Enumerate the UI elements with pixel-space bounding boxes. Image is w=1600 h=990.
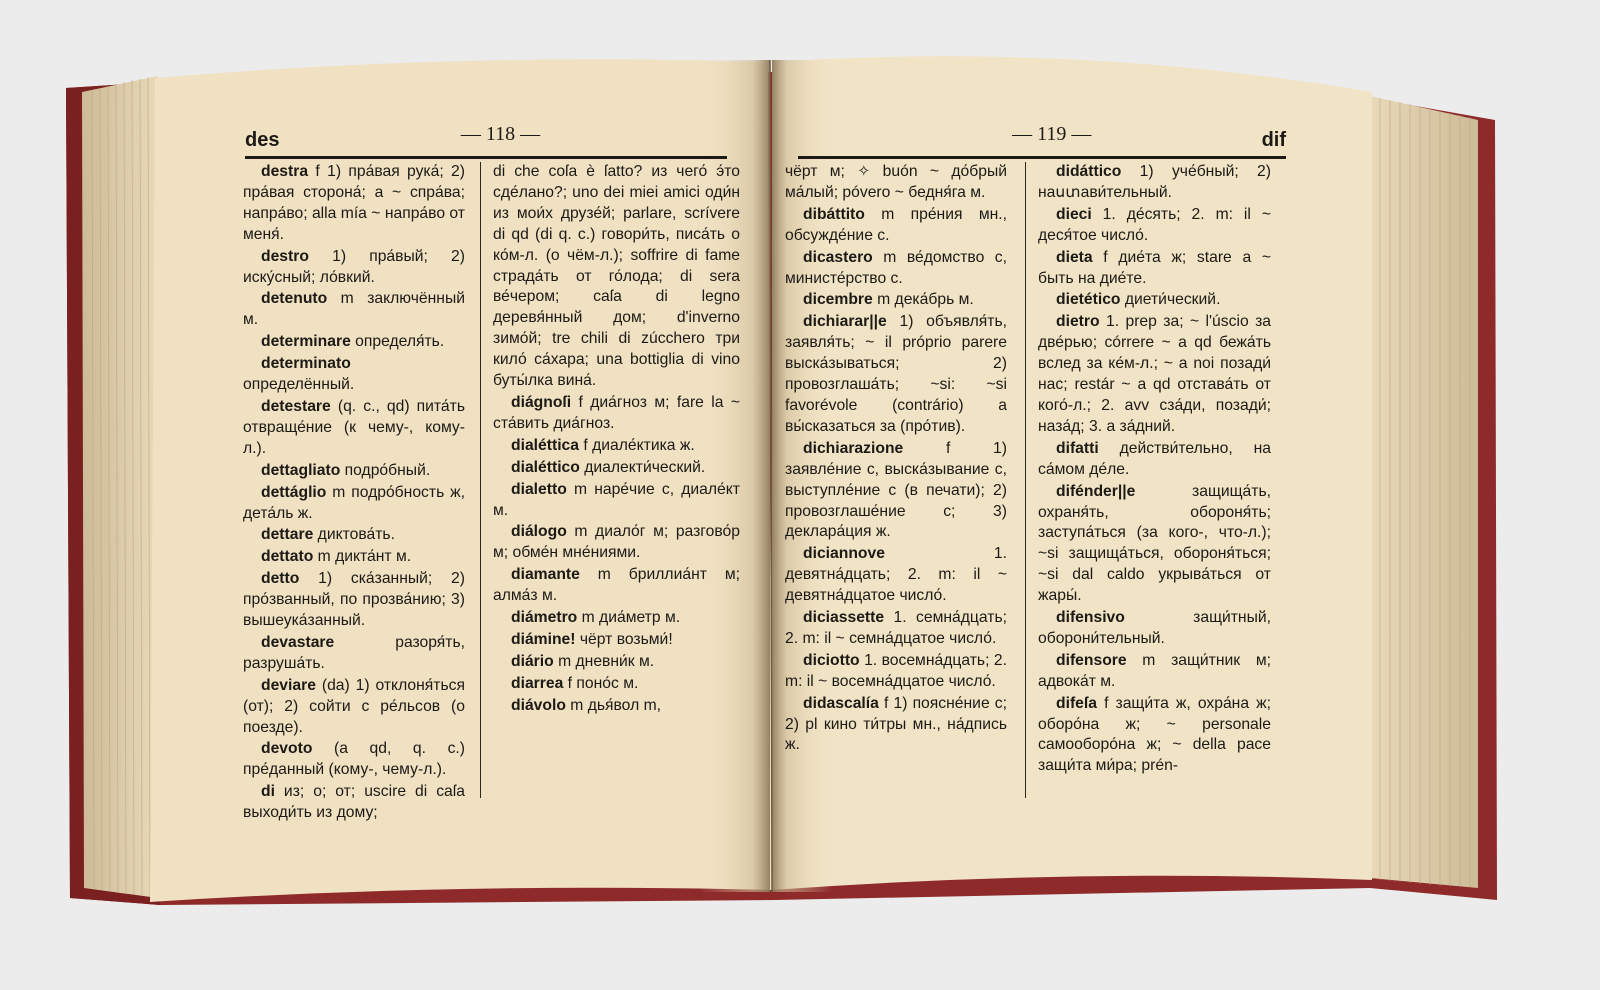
definition-text: m дикта́нт м. xyxy=(313,548,412,566)
definition-text: подро́бный. xyxy=(340,461,431,479)
guide-word: des xyxy=(245,129,280,151)
definition-text: защи́тный, оборони́тельный. xyxy=(1038,609,1271,647)
headword: di xyxy=(261,783,275,801)
definition-text: защища́ть, охраня́ть, обороня́ть; заступа́ться (за кого-, что-л.); ~si защища́ться, обороня́ться; ~si dal caldo укрыва́ться от жары́. xyxy=(1038,482,1271,605)
headword: dettagliato xyxy=(261,461,341,479)
definition-text: разоря́ть, разруша́ть. xyxy=(243,633,465,672)
dictionary-entry xyxy=(243,354,465,396)
headword: diciassette xyxy=(803,609,885,627)
dictionary-entry xyxy=(785,162,1007,204)
dictionary-entry xyxy=(1038,482,1271,607)
definition-text: m заключённый м. xyxy=(243,290,465,329)
definition-text: 1. восемна́дцать; 2. m: il ~ восемна́дцатое число́. xyxy=(785,651,1007,690)
dictionary-entry xyxy=(493,522,740,564)
definition-text: m бриллиа́нт м; алма́з м. xyxy=(493,566,740,605)
headword: difatti xyxy=(1056,439,1099,457)
dictionary-entry xyxy=(1038,694,1271,778)
left-page-header xyxy=(245,122,727,159)
dictionary-entry xyxy=(1038,439,1271,481)
definition-text: 1) уче́бный; 2) наստави́тельный. xyxy=(1038,163,1271,201)
headword: dettáglio xyxy=(261,483,327,501)
dictionary-entry xyxy=(243,547,465,568)
headword: detenuto xyxy=(261,290,328,308)
definition-text: 1. де́сять; 2. m: il ~ деся́тое число́. xyxy=(1038,205,1271,244)
dictionary-column xyxy=(785,162,1007,798)
headword: diálogo xyxy=(511,523,567,541)
headword: dialéttico xyxy=(511,458,580,476)
definition-text: m дека́брь м. xyxy=(872,291,974,309)
headword: dibáttito xyxy=(803,205,865,223)
guide-word: dif xyxy=(1261,129,1286,151)
definition-text: f защи́та ж, охра́на ж; оборо́на ж; ~ personale самооборо́на ж; ~ della pace защи́та ми́ра; prén- xyxy=(1038,694,1271,775)
headword: dieta xyxy=(1056,248,1093,266)
dictionary-entry xyxy=(1038,248,1271,290)
definition-text: m защи́тник м; адвока́т м. xyxy=(1038,651,1271,690)
headword: destro xyxy=(261,247,309,265)
dictionary-entry xyxy=(785,608,1007,650)
dictionary-entry xyxy=(493,393,740,435)
headword: deviare xyxy=(261,676,316,694)
dictionary-entry xyxy=(1038,290,1271,311)
dictionary-entry xyxy=(243,483,465,525)
definition-text: f 1) заявле́ние с, выска́зывание с, выступле́ние с (в печати); 2) провозглаше́ние с; 3) деклара́ция ж. xyxy=(785,439,1007,541)
definition-text: f 1) поясне́ние с; 2) pl кино ти́тры мн., на́дпись ж. xyxy=(785,694,1007,754)
left-page xyxy=(155,62,767,832)
dictionary-column xyxy=(480,162,740,798)
definition-text: m ве́домство с, министе́рство с. xyxy=(785,248,1007,287)
headword: dichiarazione xyxy=(803,439,904,457)
page-number: — 118 — xyxy=(460,123,541,145)
dictionary-entry xyxy=(1038,205,1271,247)
headword: dicastero xyxy=(803,248,873,266)
definition-text: диети́ческий. xyxy=(1120,291,1221,309)
headword: diciannove xyxy=(803,545,885,563)
headword: difensivo xyxy=(1056,609,1125,627)
dictionary-entry xyxy=(1038,608,1271,650)
dictionary-entry xyxy=(785,651,1007,693)
dictionary-entry xyxy=(785,205,1007,247)
definition-text: (da) 1) отклоня́ться (от); 2) сойти с ре́льсов (о поезде). xyxy=(243,676,465,736)
definition-text: m подро́бность ж, дета́ль ж. xyxy=(243,483,465,522)
dictionary-entry xyxy=(493,480,740,522)
definition-text: (a qd, q. c.) пре́данный (кому-, чему-л.). xyxy=(243,740,465,779)
headword: difénder||e xyxy=(1056,482,1136,500)
definition-text: из; о; от; uscire di caſa выходи́ть из дому; xyxy=(243,783,465,822)
definition-text: диктова́ть. xyxy=(313,526,395,544)
definition-text: диалекти́ческий. xyxy=(579,458,706,476)
dictionary-column xyxy=(243,162,465,822)
definition-text: di che coſa è ſatto? из чего́ э́то сде́лано?; uno dei miei amici оди́н из мои́х друзе́й; parlare, scrívere di qd (di q. c.) говори́ть, писа́ть о ко́м-л. (о чём-л.); soffrire di fame страда́ть от го́лода; di sera ве́чером; caſa di legno деревя́нный дом; d'inverno зимо́й; tre chili di zúcchero три кило́ са́хара; una bottiglia di vino буты́лка вина́. xyxy=(493,163,740,390)
dictionary-entry xyxy=(1038,162,1271,204)
definition-text: f 1) пра́вая рука́; 2) пра́вая сторона́; а ~ спра́ва; напра́во; alla mía ~ напра́во от меня́. xyxy=(243,163,465,243)
page-number: — 119 — xyxy=(1012,123,1092,145)
definition-text: f диа́гноз м; fare la ~ ста́вить диа́гноз. xyxy=(493,393,740,432)
dictionary-entry xyxy=(785,248,1007,290)
headword: devastare xyxy=(261,633,335,651)
headword: diamante xyxy=(511,566,580,584)
headword: difensore xyxy=(1056,651,1127,669)
definition-text: действи́тельно, на са́мом де́ле. xyxy=(1038,439,1271,478)
dictionary-entry xyxy=(493,162,740,392)
dictionary-entry xyxy=(243,676,465,739)
headword: detto xyxy=(261,570,300,588)
headword: destra xyxy=(261,163,309,180)
headword: devoto xyxy=(261,740,313,758)
headword: didascalía xyxy=(803,694,879,712)
dictionary-entry xyxy=(243,633,465,675)
dictionary-entry xyxy=(243,739,465,781)
definition-text: m пре́ния мн., обсужде́ние с. xyxy=(785,205,1007,244)
headword: didáttico xyxy=(1056,163,1122,180)
definition-text: 1. девятна́дцать; 2. m: il ~ девятна́дцатое число́. xyxy=(785,545,1007,605)
definition-text: определя́ть. xyxy=(350,333,445,351)
dictionary-entry xyxy=(493,630,740,651)
dictionary-entry xyxy=(785,439,1007,544)
dictionary-entry xyxy=(1038,651,1271,693)
headword: dialetto xyxy=(511,480,567,498)
dictionary-entry xyxy=(785,312,1007,437)
definition-text: m дневни́к м. xyxy=(553,652,655,670)
dictionary-entry xyxy=(493,458,740,479)
headword: determinato xyxy=(261,355,351,373)
headword: difeſa xyxy=(1056,694,1097,712)
headword: dichiarar||e xyxy=(803,313,887,331)
definition-text: чёрт возьми́! xyxy=(575,630,673,648)
dictionary-entry xyxy=(243,525,465,546)
headword: dialéttica xyxy=(511,436,580,454)
headword: dietro xyxy=(1056,313,1100,331)
right-page-header xyxy=(798,122,1286,159)
right-page xyxy=(780,62,1370,832)
definition-text: 1. prep за; ~ l'úscio за две́рью; córrere ~ a qd бежа́ть вслед за ке́м-л.; ~ a noi позади́ нас; restár ~ a qd отстава́ть от кого́-л.; 2. avv сза́ди, позади́; наза́д; 3. a за́дний. xyxy=(1038,313,1271,435)
headword: diarrea xyxy=(511,674,564,692)
dictionary-column xyxy=(1025,162,1271,798)
dictionary-entry xyxy=(243,461,465,482)
headword: diávolo xyxy=(511,696,566,714)
headword: diámine! xyxy=(511,630,576,648)
definition-text: f диале́ктика ж. xyxy=(579,436,695,454)
dictionary-entry xyxy=(1038,312,1271,437)
headword: determinare xyxy=(261,333,351,351)
dictionary-entry xyxy=(493,608,740,629)
definition-text: f дие́та ж; stare a ~ быть на дие́те. xyxy=(1038,248,1271,287)
headword: dietético xyxy=(1056,291,1121,309)
dictionary-entry xyxy=(243,247,465,289)
definition-text: m дья́вол m, xyxy=(565,696,662,714)
headword: diário xyxy=(511,652,554,670)
dictionary-entry xyxy=(785,694,1007,757)
dictionary-entry xyxy=(785,290,1007,311)
dictionary-entry xyxy=(243,782,465,824)
dictionary-entry xyxy=(493,436,740,457)
definition-text: 1) пра́вый; 2) иску́сный; ло́вкий. xyxy=(243,247,465,286)
dictionary-entry xyxy=(243,289,465,331)
page-edges-right xyxy=(1370,96,1478,888)
headword: dettare xyxy=(261,526,314,544)
dictionary-entry xyxy=(785,544,1007,607)
dictionary-entry xyxy=(243,332,465,353)
definition-text: m наре́чие с, диале́кт м. xyxy=(493,480,740,519)
headword: diágnoſi xyxy=(511,393,572,411)
definition-text: f поно́с м. xyxy=(563,674,639,692)
dictionary-entry xyxy=(243,569,465,632)
headword: diámetro xyxy=(511,609,578,627)
dictionary-entry xyxy=(493,565,740,607)
definition-text: чёрт м; ✧ buón ~ до́брый ма́лый; póvero ~ бедня́га м. xyxy=(785,163,1007,201)
headword: detestare xyxy=(261,397,331,415)
dictionary-entry xyxy=(243,397,465,460)
headword: dieci xyxy=(1056,205,1092,223)
dictionary-entry xyxy=(493,652,740,673)
definition-text: определённый. xyxy=(243,376,355,394)
definition-text: m диало́г м; разгово́р м; обме́н мне́ниями. xyxy=(493,523,740,562)
dictionary-entry xyxy=(243,162,465,246)
headword: dicembre xyxy=(803,291,873,309)
headword: dettato xyxy=(261,548,314,566)
definition-text: 1) ска́занный; 2) про́званный, по прозва́нию; 3) вышеука́занный. xyxy=(243,570,465,630)
headword: diciotto xyxy=(803,651,860,669)
definition-text: 1) объявля́ть, заявля́ть; ~ il próprio parere выска́зываться; 2) провозглаша́ть; ~si: ~si favorévole (contrário) a вы́сказаться за (про́тив). xyxy=(785,313,1007,435)
definition-text: 1. семна́дцать; 2. m: il ~ семна́дцатое число́. xyxy=(785,609,1007,647)
dictionary-entry xyxy=(493,674,740,695)
definition-text: (q. c., qd) пита́ть отвраще́ние (к чему-, кому-л.). xyxy=(243,397,465,457)
dictionary-entry xyxy=(493,696,740,717)
definition-text: m диа́метр м. xyxy=(577,609,681,627)
